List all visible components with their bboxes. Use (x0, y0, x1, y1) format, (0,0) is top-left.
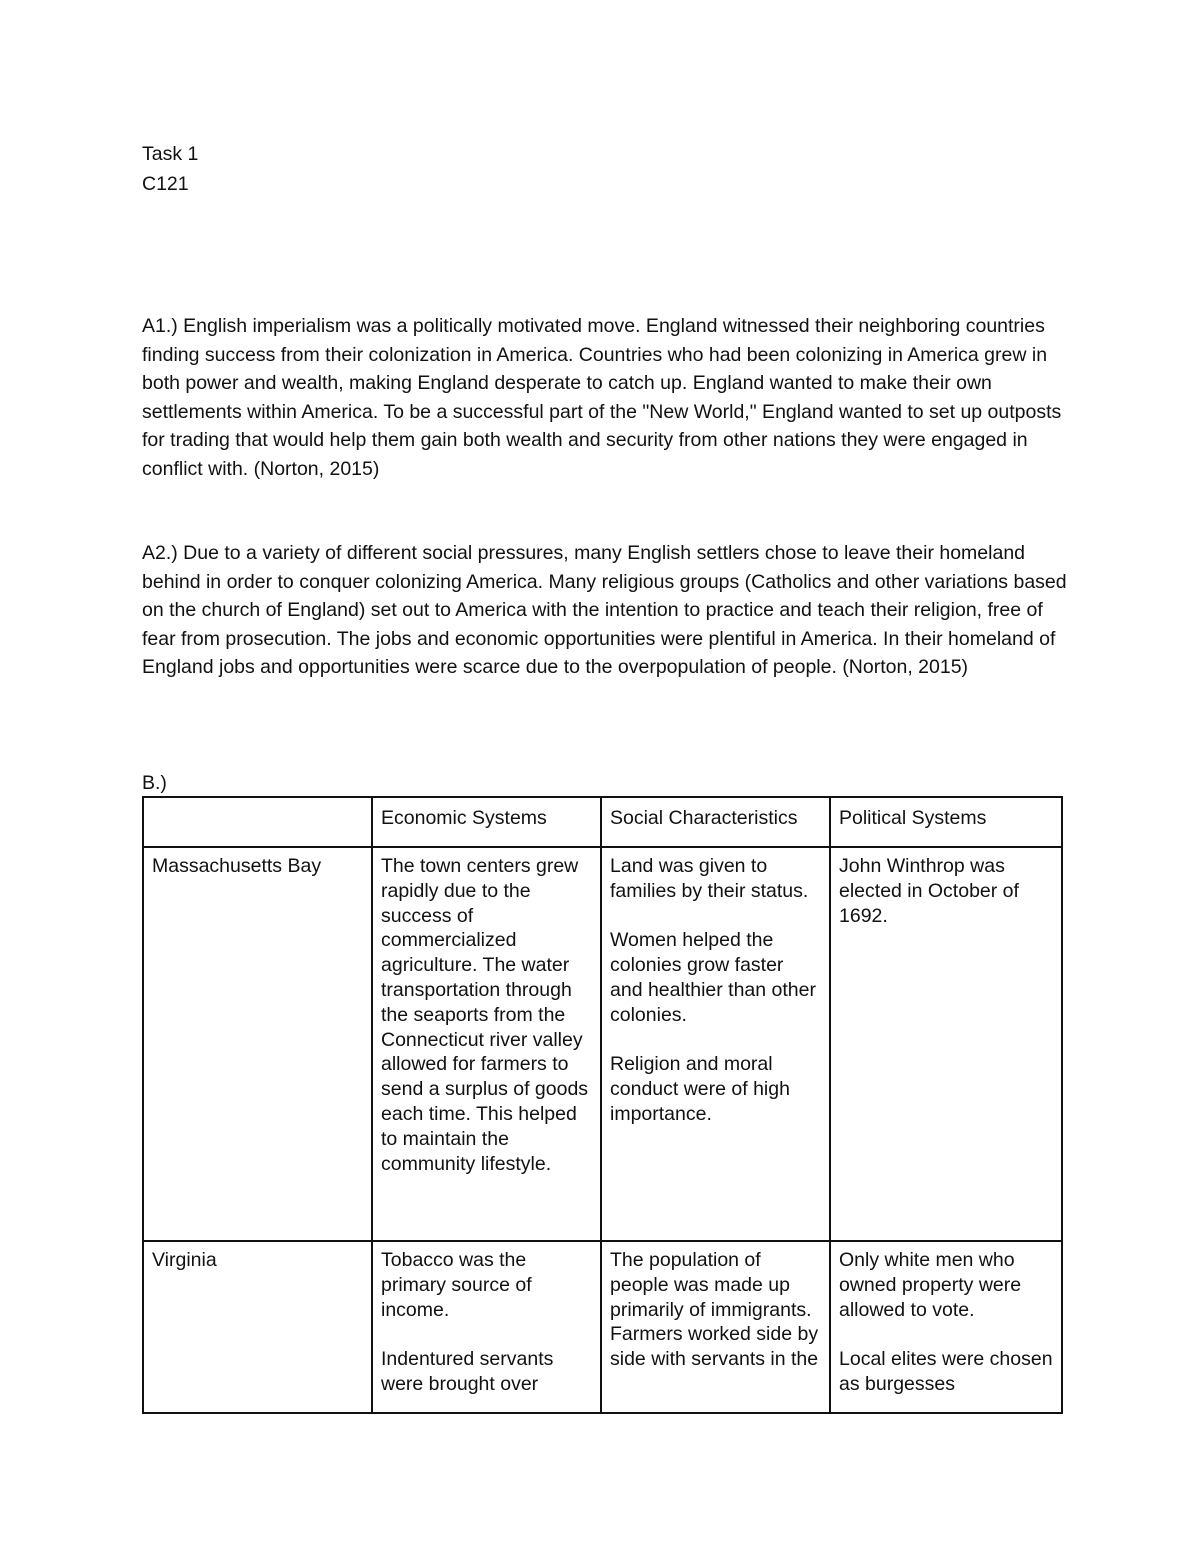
course-code: C121 (142, 173, 189, 195)
social-cell (601, 1241, 830, 1413)
political-cell (830, 847, 1062, 1241)
cell-text: The population of people was made up primarily of immigrants. Farmers worked side by side with servants in the (610, 1249, 819, 1371)
cell-text: Religion and moral conduct were of high importance. (610, 1053, 790, 1125)
paragraph-a2: A2.) Due to a variety of different social pressures, many English settlers chose to leave their homeland behind in order to conquer colonizing America. Many religious groups (Catholics and other variations based on the church of England) set out to America with the intention to practice and teach their religion, free of fear from prosecution. The jobs and economic opportunities were plentiful in America. In their homeland of England jobs and opportunities were scarce due to the overpopulation of people. (Norton, 2015) (142, 542, 1067, 678)
cell-text: The town centers grew rapidly due to the success of commercialized agriculture. The water transportation through the seaports from the Connecticut river valley allowed for farmers to send a surplus of goods each time. This helped to maintain the community lifestyle. (381, 855, 589, 1175)
cell-text: Only white men who owned property were allowed to vote. (839, 1249, 1022, 1321)
social-cell (601, 847, 830, 1241)
cell-text: Local elites were chosen as burgesses (839, 1348, 1053, 1395)
cell-text: Land was given to families by their status. (610, 855, 809, 902)
economic-cell (372, 1241, 601, 1413)
colony-name-cell: Virginia (143, 1241, 372, 1413)
colony-comparison-table (142, 796, 1063, 1414)
table-header-cell: Economic Systems (372, 797, 601, 847)
table-header-cell: Social Characteristics (601, 797, 830, 847)
cell-text: Women helped the colonies grow faster and healthier than other colonies. (610, 929, 816, 1026)
cell-text: Tobacco was the primary source of income. (381, 1249, 532, 1321)
colony-name-cell: Massachusetts Bay (143, 847, 372, 1241)
table-header-cell: Political Systems (830, 797, 1062, 847)
cell-text: John Winthrop was elected in October of 1692. (839, 855, 1019, 927)
section-b-label: B.) (142, 772, 167, 794)
paragraph-a1: A1.) English imperialism was a politically motivated move. England witnessed their neighboring countries finding success from their colonization in America. Countries who had been colonizing in America grew in both power and wealth, making England desperate to catch up. England wanted to make their own settlements within America. To be a successful part of the "New World," England wanted to set up outposts for trading that would help them gain both wealth and security from other nations they were engaged in conflict with. (Norton, 2015) (142, 315, 1062, 480)
economic-cell (372, 847, 601, 1241)
cell-text: Indentured servants were brought over (381, 1348, 554, 1395)
table-row (143, 1241, 1062, 1413)
table-header-cell (143, 797, 372, 847)
task-title: Task 1 (142, 143, 199, 165)
table-header-row (143, 797, 1062, 847)
table-row (143, 847, 1062, 1241)
political-cell (830, 1241, 1062, 1413)
